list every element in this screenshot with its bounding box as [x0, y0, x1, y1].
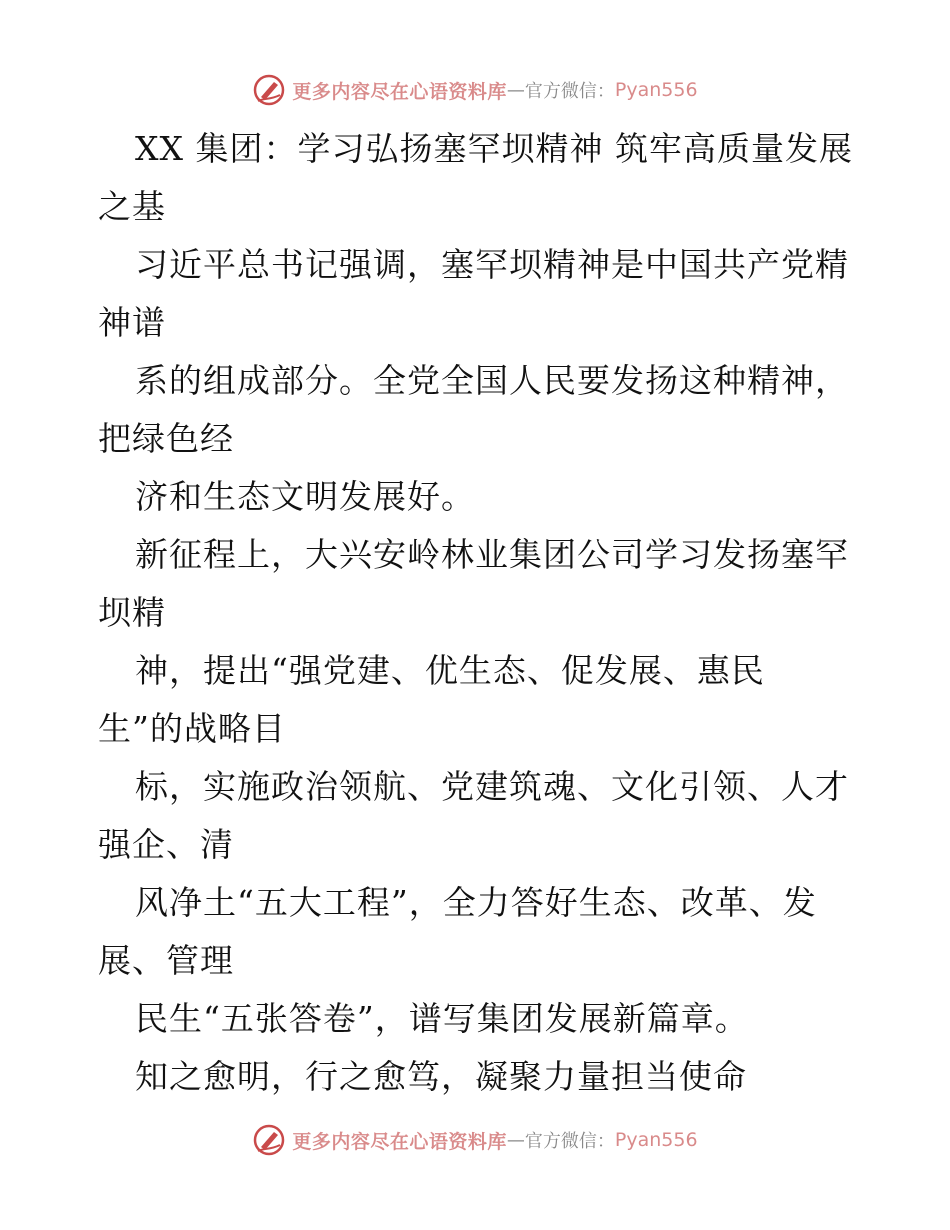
text-line: 生”的战略目: [98, 709, 286, 748]
text-line: 知之愈明，行之愈笃，凝聚力量担当使命: [135, 1057, 747, 1096]
footer-watermark: [0, 1120, 950, 1160]
watermark-tail: 官方微信：: [524, 81, 615, 102]
text-line: 展、管理: [98, 941, 234, 980]
text-line: 坝精: [98, 593, 166, 632]
watermark-dash: —: [506, 79, 525, 101]
text-line: 神，提出“强党建、优生态、促发展、惠民: [135, 651, 765, 690]
text-line: 民生“五张答卷”，谱写集团发展新篇章。: [135, 999, 749, 1038]
watermark-lead: 更多内容尽在心语资料库: [292, 1130, 507, 1153]
text-line: XX 集团：学习弘扬塞罕坝精神 筑牢高质量发展: [135, 129, 853, 168]
text-line: 之基: [98, 187, 166, 226]
text-line: 神谱: [98, 303, 166, 342]
watermark-lead: 更多内容尽在心语资料库: [292, 80, 507, 103]
watermark-tail: 官方微信：: [524, 1131, 615, 1152]
text-line: 标，实施政治领航、党建筑魂、文化引领、人才: [135, 767, 849, 806]
watermark-handle: Pyan556: [614, 1129, 698, 1151]
text-line: 习近平总书记强调，塞罕坝精神是中国共产党精: [135, 245, 849, 284]
text-line: 把绿色经: [98, 419, 234, 458]
pen-logo-icon: [252, 1123, 286, 1157]
text-line: 系的组成部分。全党全国人民要发扬这种精神，: [135, 361, 849, 400]
watermark-handle: Pyan556: [614, 79, 698, 101]
text-line: 新征程上，大兴安岭林业集团公司学习发扬塞罕: [135, 535, 849, 574]
text-line: 强企、清: [98, 825, 234, 864]
text-line: 风净土“五大工程”，全力答好生态、改革、发: [135, 883, 817, 922]
text-line: 济和生态文明发展好。: [135, 477, 475, 516]
pen-logo-icon: [252, 73, 286, 107]
document-body: [98, 120, 858, 1106]
watermark-dash: —: [506, 1129, 525, 1151]
header-watermark: [0, 70, 950, 110]
